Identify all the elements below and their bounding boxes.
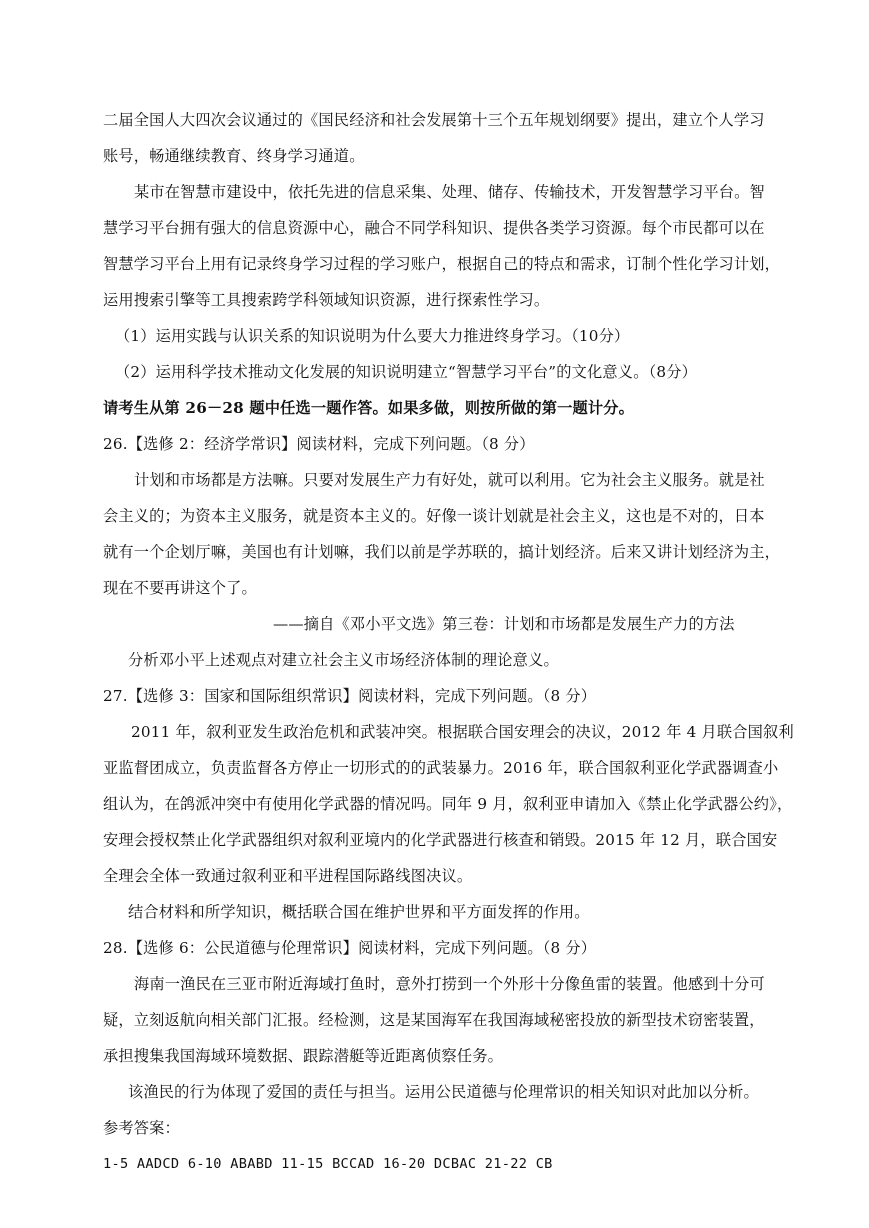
q26-title: 26.【选修 2：经济学常识】阅读材料，完成下列问题。（8 分） [103, 435, 535, 453]
selection-instruction: 请考生从第 26－28 题中任选一题作答。如果多做，则按所做的第一题计分。 [103, 399, 635, 417]
q27-title: 27.【选修 3：国家和国际组织常识】阅读材料，完成下列问题。（8 分） [103, 687, 597, 705]
q26-source: ——摘自《邓小平文选》第三卷：计划和市场都是发展生产力的方法 [273, 615, 735, 633]
q26-line-4: 现在不要再讲这个了。 [103, 579, 257, 597]
q27-line-5: 全理会全体一致通过叙利亚和平进程国际路线图决议。 [103, 867, 473, 885]
smart-city-line-4: 运用搜索引擎等工具搜索跨学科领域知识资源，进行探索性学习。 [103, 291, 550, 309]
q27-line-1: 2011 年，叙利亚发生政治危机和武装冲突。根据联合国安理会的决议，2012 年 4 月联合国叙利 [131, 723, 794, 741]
smart-city-line-2: 慧学习平台拥有强大的信息资源中心，融合不同学科知识、提供各类学习资源。每个市民都可以在 [103, 219, 765, 237]
answers-heading: 参考答案： [103, 1119, 180, 1137]
q28-line-1: 海南一渔民在三亚市附近海域打鱼时，意外打捞到一个外形十分像鱼雷的装置。他感到十分可 [134, 975, 765, 993]
question-1: （1）运用实践与认识关系的知识说明为什么要大力推进终身学习。（10分） [115, 327, 630, 345]
q26-task: 分析邓小平上述观点对建立社会主义市场经济体制的理论意义。 [128, 651, 559, 669]
q28-task: 该渔民的行为体现了爱国的责任与担当。运用公民道德与伦理常识的相关知识对此加以分析。 [128, 1083, 759, 1101]
q28-title: 28.【选修 6：公民道德与伦理常识】阅读材料，完成下列问题。（8 分） [103, 939, 597, 957]
q27-line-4: 安理会授权禁止化学武器组织对叙利亚境内的化学武器进行核查和销毁。2015 年 12 月，联合国安 [103, 831, 778, 849]
q26-line-1: 计划和市场都是方法嘛。只要对发展生产力有好处，就可以利用。它为社会主义服务。就是社 [134, 471, 765, 489]
smart-city-line-1: 某市在智慧市建设中，依托先进的信息采集、处理、储存、传输技术，开发智慧学习平台。智 [134, 183, 765, 201]
q28-line-2: 疑，立刻返航向相关部门汇报。经检测，这是某国海军在我国海域秘密投放的新型技术窃密装置， [103, 1011, 765, 1029]
q27-task: 结合材料和所学知识，概括联合国在维护世界和平方面发挥的作用。 [128, 903, 590, 921]
intro-line-1: 二届全国人大四次会议通过的《国民经济和社会发展第十三个五年规划纲要》提出，建立个人学习 [103, 111, 765, 129]
q26-line-2: 会主义的；为资本主义服务，就是资本主义的。好像一谈计划就是社会主义，这也是不对的，日本 [103, 507, 765, 525]
q27-line-3: 组认为，在鸽派冲突中有使用化学武器的情况吗。同年 9 月，叙利亚申请加入《禁止化学武器公约》， [103, 795, 793, 813]
smart-city-line-3: 智慧学习平台上用有记录终身学习过程的学习账户，根据自己的特点和需求，订制个性化学习计划， [103, 255, 781, 273]
q28-line-3: 承担搜集我国海域环境数据、跟踪潜艇等近距离侦察任务。 [103, 1047, 504, 1065]
question-2: （2）运用科学技术推动文化发展的知识说明建立“智慧学习平台”的文化意义。（8分） [115, 363, 698, 381]
q26-line-3: 就有一个企划厅嘛，美国也有计划嘛，我们以前是学苏联的，搞计划经济。后来又讲计划经济为主， [103, 543, 781, 561]
answers-line-1: 1-5 AADCD 6-10 ABABD 11-15 BCCAD 16-20 DCBAC 21-22 CB [103, 1156, 553, 1172]
q27-line-2: 亚监督团成立，负责监督各方停止一切形式的的武装暴力。2016 年，联合国叙利亚化学武器调查小 [103, 759, 779, 777]
intro-line-2: 账号，畅通继续教育、终身学习通道。 [103, 147, 365, 165]
